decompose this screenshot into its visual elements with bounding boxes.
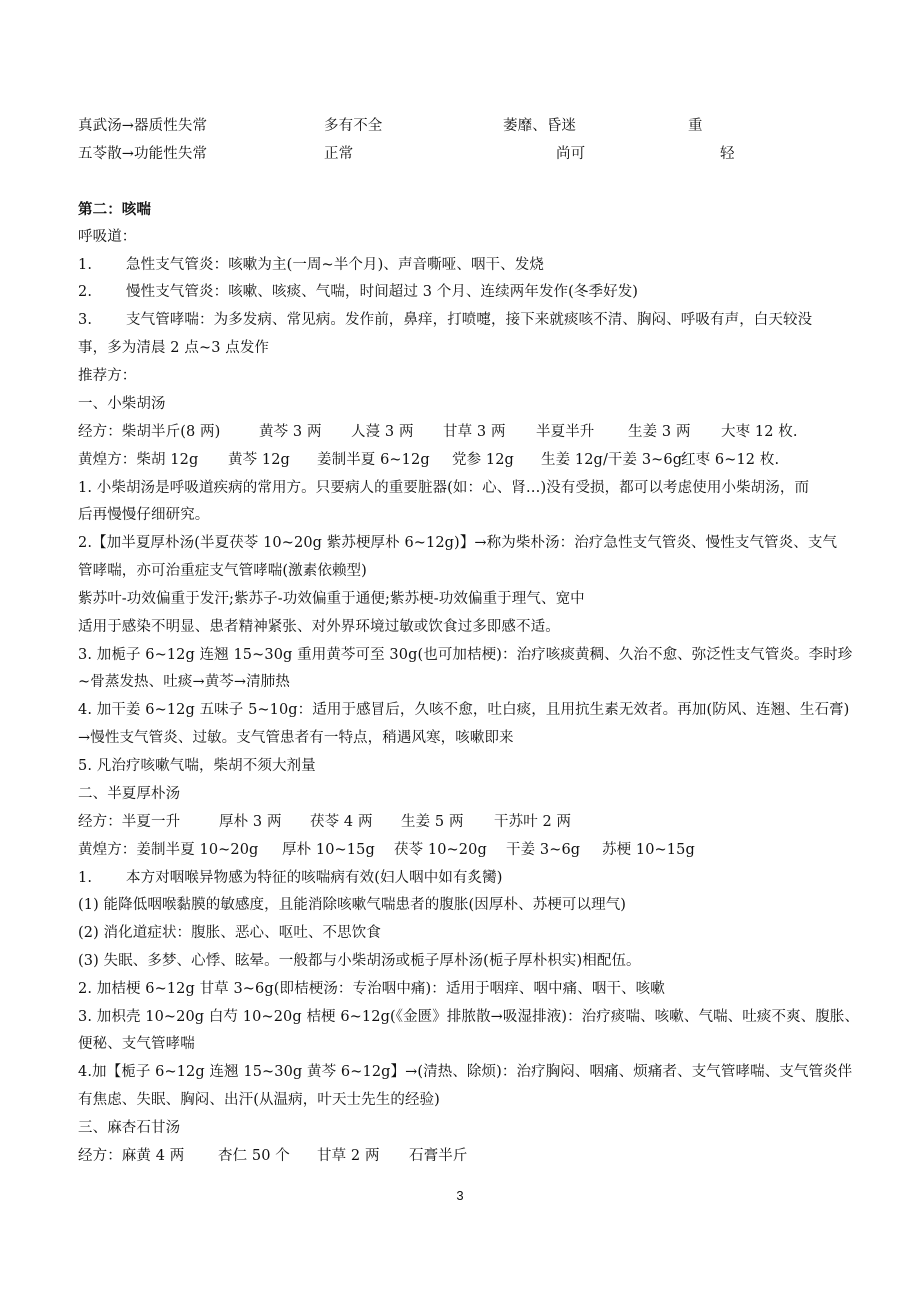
herb-entry: 红枣 6~12 枚. — [681, 452, 780, 468]
note-line: 后再慢慢仔细研究。 — [78, 507, 210, 523]
herb-entry: 人蓡 3 两 — [351, 424, 414, 440]
herb-entry: 厚朴 3 两 — [219, 814, 282, 830]
herb-entry: 半夏半升 — [536, 424, 595, 440]
list-number: 1. — [78, 870, 93, 886]
herb-entry: 甘草 3 两 — [443, 424, 506, 440]
recommend-heading: 推荐方： — [78, 368, 137, 384]
note-line: 紫苏叶-功效偏重于发汗;紫苏子-功效偏重于通便;紫苏梗-功效偏重于理气、宽中 — [78, 591, 585, 607]
note-line: 2. 加桔梗 6~12g 甘草 3~6g(即桔梗汤：专治咽中痛)：适用于咽痒、咽中痛、咽干、咳嗽 — [78, 981, 665, 997]
list-text: 支气管哮喘：为多发病、常见病。发作前，鼻痒，打喷嚏，接下来就痰咳不清、胸闷、呼吸有声，白天较没 — [126, 312, 813, 328]
list-continuation: 事，多为清晨 2 点~3 点发作 — [78, 340, 270, 356]
list-text: 本方对咽喉异物感为特征的咳喘病有效(妇人咽中如有炙臠) — [126, 870, 503, 886]
herb-entry: 党参 12g — [452, 452, 514, 468]
herb-entry: 经方：柴胡半斤(8 两) — [78, 424, 221, 440]
herb-entry: 茯苓 10~20g — [394, 842, 487, 858]
herb-entry: 石膏半斤 — [409, 1148, 468, 1164]
compare-cell: 五苓散→功能性失常 — [78, 146, 208, 162]
note-line: (3) 失眠、多梦、心悸、眩晕。一般都与小柴胡汤或栀子厚朴汤(栀子厚朴枳实)相配伍。 — [78, 953, 641, 969]
list-text: 慢性支气管炎：咳嗽、咳痰、气喘，时间超过 3 个月、连续两年发作(冬季好发) — [126, 284, 639, 300]
list-item — [78, 310, 812, 330]
herb-entry: 生姜 12g/干姜 3~6g — [541, 452, 683, 468]
compare-cell: 多有不全 — [324, 118, 383, 134]
note-line: 便秘、支气管哮喘 — [78, 1036, 195, 1052]
list-text: 急性支气管炎：咳嗽为主(一周~半个月)、声音嘶哑、咽干、发烧 — [126, 257, 544, 273]
formula-title: 一、小柴胡汤 — [78, 396, 166, 412]
herb-entry: 黄芩 12g — [228, 452, 290, 468]
note-line: 3. 加枳壳 10~20g 白芍 10~20g 桔梗 6~12g(《金匮》排脓散→吸湿排液)：治疗痰喘、咳嗽、气喘、吐痰不爽、腹胀、 — [78, 1009, 860, 1025]
note-line: 2.【加半夏厚朴汤(半夏茯苓 10~20g 紫苏梗厚朴 6~12g)】→称为柴朴汤：治疗急性支气管炎、慢性支气管炎、支气 — [78, 535, 838, 551]
note-line: →慢性支气管炎、过敏。支气管患者有一特点，稍遇风寒，咳嗽即来 — [78, 730, 514, 746]
compare-cell: 真武汤→器质性失常 — [78, 118, 208, 134]
note-line: 适用于感染不明显、患者精神紧张、对外界环境过敏或饮食过多即感不适。 — [78, 619, 560, 635]
herb-entry: 黄煌方：姜制半夏 10~20g — [78, 842, 259, 858]
resp-heading: 呼吸道： — [78, 229, 137, 245]
note-line: 4. 加干姜 6~12g 五味子 5~10g：适用于感冒后，久咳不愈，吐白痰，且用抗生素无效者。再加(防风、连翘、生石膏) — [78, 702, 850, 718]
herb-entry: 茯苓 4 两 — [310, 814, 373, 830]
note-line: (2) 消化道症状：腹胀、恶心、呕吐、不思饮食 — [78, 925, 381, 941]
page-number: 3 — [456, 1188, 464, 1203]
herb-entry: 生姜 3 两 — [628, 424, 691, 440]
note-line: 3. 加栀子 6~12g 连翘 15~30g 重用黄芩可至 30g(也可加桔梗)：治疗咳痰黄稠、久治不愈、弥泛性支气管炎。李时珍 — [78, 647, 853, 663]
list-number: 1. — [78, 257, 93, 273]
list-item — [78, 282, 638, 302]
herb-entry: 干苏叶 2 两 — [494, 814, 572, 830]
note-line: (1) 能降低咽喉黏膜的敏感度，且能消除咳嗽气喘患者的腹胀(因厚朴、苏梗可以理气) — [78, 897, 627, 913]
compare-cell: 轻 — [720, 146, 735, 162]
herb-entry: 经方：半夏一升 — [78, 814, 181, 830]
note-line: 4.加【栀子 6~12g 连翘 15~30g 黄芩 6~12g】→(清热、除烦)：治疗胸闷、咽痛、烦痛者、支气管哮喘、支气管炎伴 — [78, 1064, 853, 1080]
herb-entry: 干姜 3~6g — [506, 842, 581, 858]
note-line: 5. 凡治疗咳嗽气喘，柴胡不须大剂量 — [78, 758, 316, 774]
herb-entry: 生姜 5 两 — [401, 814, 464, 830]
herb-entry: 经方：麻黄 4 两 — [78, 1148, 185, 1164]
list-number: 2. — [78, 284, 93, 300]
herb-entry: 姜制半夏 6~12g — [317, 452, 430, 468]
compare-cell: 正常 — [324, 146, 354, 162]
herb-entry: 厚朴 10~15g — [282, 842, 375, 858]
herb-entry: 苏梗 10~15g — [602, 842, 695, 858]
herb-entry: 甘草 2 两 — [317, 1148, 380, 1164]
herb-entry: 大枣 12 枚. — [721, 424, 798, 440]
formula-title: 二、半夏厚朴汤 — [78, 786, 181, 802]
herb-entry: 黄煌方：柴胡 12g — [78, 452, 199, 468]
compare-cell: 尚可 — [556, 146, 586, 162]
note-line: 管哮喘，亦可治重症支气管哮喘(激素依赖型) — [78, 563, 367, 579]
note-line: ~骨蒸发热、吐痰→黄芩→清肺热 — [78, 674, 290, 690]
compare-cell: 重 — [688, 118, 703, 134]
herb-entry: 杏仁 50 个 — [218, 1148, 290, 1164]
compare-cell: 萎靡、昏迷 — [503, 118, 576, 134]
section-title: 第二：咳喘 — [78, 201, 151, 218]
note-line: 1. 小柴胡汤是呼吸道疾病的常用方。只要病人的重要脏器(如：心、肾…)没有受损，都可以考虑使用小柴胡汤，而 — [78, 480, 810, 496]
note-line: 有焦虑、失眠、胸闷、出汗(从温病，叶天士先生的经验) — [78, 1092, 440, 1108]
herb-entry: 黄芩 3 两 — [259, 424, 322, 440]
formula-title: 三、麻杏石甘汤 — [78, 1120, 181, 1136]
list-item — [78, 255, 544, 275]
list-item — [78, 868, 503, 888]
list-number: 3. — [78, 312, 93, 328]
